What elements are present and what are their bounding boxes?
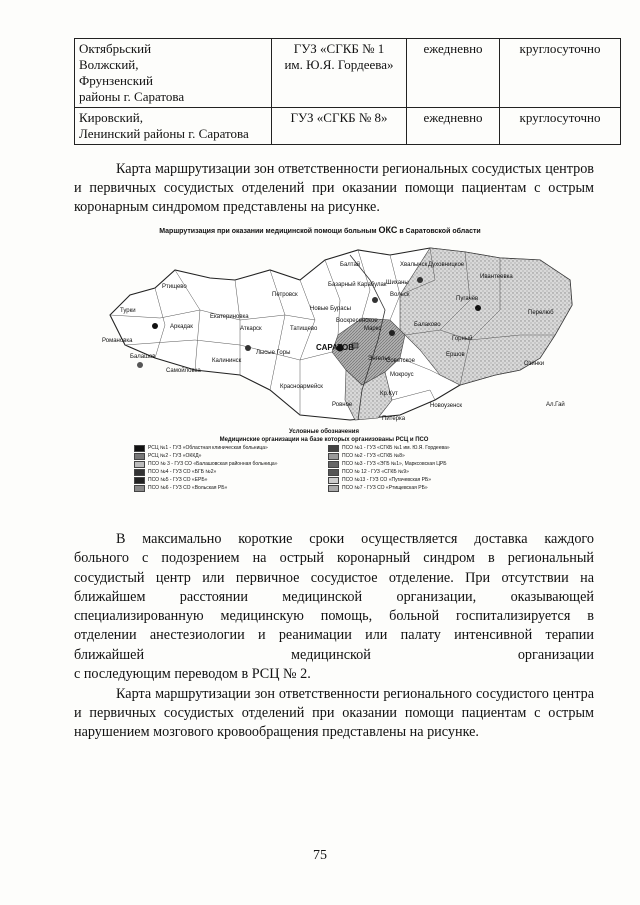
- map-city-label: САРАТОВ: [316, 343, 355, 352]
- map-label: Татищево: [290, 326, 318, 332]
- district-line: районы г. Саратова: [79, 89, 185, 104]
- legend-item: [134, 452, 320, 460]
- legend-swatch-icon: [134, 477, 145, 484]
- legend-item: [134, 484, 320, 492]
- days-cell: ежедневно: [407, 108, 500, 145]
- legend-swatch-icon: [134, 485, 145, 492]
- table-row: [75, 108, 621, 145]
- legend-item-label: ПСО №1 - ГУЗ «СГКБ №1 им. Ю.Я. Гордеева»: [342, 445, 450, 451]
- map-label: Романовка: [102, 338, 133, 344]
- text-line: отделении анестезиологии и реанимации или палату интенсивной терапии: [74, 627, 594, 644]
- legend-item-label: ПСО №5 - ГУЗ СО «ЕРБ»: [148, 477, 208, 483]
- routing-table: [74, 38, 621, 145]
- legend-item: [134, 460, 320, 468]
- legend-subtitle: Медицинские организации на базе которых организованы РСЦ и ПСО: [219, 437, 429, 443]
- hours-cell: круглосуточно: [500, 108, 621, 145]
- map-label: Энгельс: [368, 356, 391, 362]
- map-title-suffix: в Саратовской области: [399, 228, 481, 235]
- marker-icon: [389, 330, 395, 336]
- map-label: Петровск: [272, 292, 298, 298]
- legend-swatch-icon: [134, 469, 145, 476]
- district-cell: [75, 108, 272, 145]
- map-label: Питерка: [382, 416, 406, 422]
- text-line: сосудистый центр или первичное сосудистое отделение. При отсутствии на: [74, 569, 594, 586]
- map-label: Ртищево: [162, 284, 187, 290]
- hospital-cell: [272, 39, 407, 108]
- legend-swatch-icon: [328, 477, 339, 484]
- marker-icon: [372, 297, 378, 303]
- marker-icon: [475, 305, 481, 311]
- text-line: специализированную медицинскую помощь, больной госпитализируется в: [74, 608, 594, 625]
- map-label: Духовницкое: [428, 262, 465, 268]
- map-label: Кр.Кут: [380, 391, 398, 397]
- text-line: с последующим переводом в РСЦ № 2.: [74, 666, 311, 683]
- map-label: Турки: [120, 308, 136, 314]
- map-title: [0, 225, 640, 235]
- legend-item: [328, 452, 514, 460]
- map-label: Новые Бурасы: [310, 306, 351, 312]
- map-label: Советское: [386, 358, 415, 364]
- hospital-cell: [272, 108, 407, 145]
- legend-swatch-icon: [328, 469, 339, 476]
- hospital-line: ГУЗ «СГКБ № 8»: [290, 110, 388, 125]
- text-line: ближайшей медицинской организации: [74, 646, 594, 663]
- marker-icon: [152, 323, 158, 329]
- map-label: Маркс: [364, 326, 382, 332]
- map-title-acronym: ОКС: [378, 225, 398, 235]
- paragraph-stroke-map-intro: Карта маршрутизации зон ответственности регионального сосудистого центра и первичных сосудистых отделений при оказании помощи пациентам с острым нарушением мозгового кровообращения представлены на рисунке.: [74, 686, 594, 740]
- map-label: Ивантеевка: [480, 274, 513, 280]
- text-line: В максимально короткие сроки осуществляется доставка каждого: [116, 531, 594, 547]
- legend-item: [328, 468, 514, 476]
- legend-item: [328, 444, 514, 452]
- legend-item: [328, 484, 514, 492]
- district-cell: [75, 39, 272, 108]
- map-label: Вольск: [390, 292, 410, 298]
- map-title-prefix: Маршрутизация при оказании медицинской помощи больным: [159, 228, 377, 235]
- legend-item: [134, 468, 320, 476]
- map-label: Аркадак: [170, 324, 193, 330]
- legend-swatch-icon: [328, 453, 339, 460]
- map-label: Лысые Горы: [256, 350, 291, 356]
- map-label: Балтай: [340, 262, 361, 268]
- legend-item-label: ПСО № 3 - ГУЗ СО «Балашовская районная больница»: [148, 461, 278, 467]
- map-legend: [134, 428, 514, 492]
- map-label: Ершов: [446, 352, 465, 358]
- map-label: Шиханы: [386, 280, 409, 286]
- region-map: [100, 240, 580, 430]
- district-line: Ленинский районы г. Саратова: [79, 126, 249, 141]
- legend-item-label: ПСО №4 - ГУЗ СО «БГБ №2»: [148, 469, 217, 475]
- legend-swatch-icon: [134, 445, 145, 452]
- days-cell: ежедневно: [407, 39, 500, 108]
- legend-swatch-icon: [134, 453, 145, 460]
- district-line: Октябрьский: [79, 41, 152, 56]
- legend-items: [134, 444, 514, 492]
- page-number: 75: [313, 848, 327, 863]
- legend-swatch-icon: [328, 485, 339, 492]
- legend-item-label: ПСО №3 - ГУЗ «ЭГБ №1», Марксовская ЦРБ: [342, 461, 447, 467]
- legend-item-label: ПСО №6 - ГУЗ СО «Вольская РБ»: [148, 485, 228, 491]
- map-label: Воскресенское: [336, 318, 378, 324]
- map-label: Балашов: [130, 354, 156, 360]
- legend-swatch-icon: [328, 461, 339, 468]
- marker-icon: [137, 362, 143, 368]
- district-line: Кировский,: [79, 110, 143, 125]
- legend-item: [134, 444, 320, 452]
- legend-item-label: РСЦ №2 - ГУЗ «ОККД»: [148, 453, 202, 459]
- text-line: больного с подозрением на острый коронарный синдром в региональный: [74, 550, 594, 567]
- legend-item-label: ПСО № 12 - ГУЗ «СГКБ №9»: [342, 469, 409, 475]
- map-label: Хвалынск: [400, 262, 428, 268]
- district-line: Фрунзенский: [79, 73, 153, 88]
- hours-cell: круглосуточно: [500, 39, 621, 108]
- map-label: Ровное: [332, 402, 353, 408]
- district-line: Волжский,: [79, 57, 139, 72]
- legend-item-label: ПСО №2 - ГУЗ «СГКБ №8»: [342, 453, 405, 459]
- hospital-line: ГУЗ «СГКБ № 1: [293, 41, 385, 56]
- legend-item-label: РСЦ №1 - ГУЗ «Областная клиническая больница»: [148, 445, 268, 451]
- table-row: [75, 39, 621, 108]
- map-label: Ал.Гай: [546, 402, 565, 408]
- legend-item: [328, 476, 514, 484]
- map-label: Пугачёв: [456, 296, 479, 302]
- paragraph-transport: [74, 530, 594, 684]
- paragraph-acs-map-intro: Карта маршрутизации зон ответственности региональных сосудистых центров и первичных сосудистых отделений при оказании помощи пациентам с острым коронарным синдромом представлены на рисунке.: [74, 161, 594, 215]
- map-label: Озинки: [524, 361, 545, 367]
- text-line: ближайшем расстоянии медицинской организации, оказывающей: [74, 588, 594, 605]
- hospital-line: им. Ю.Я. Гордеева»: [284, 57, 394, 72]
- legend-item-label: ПСО №7 - ГУЗ СО «Ртищевская РБ»: [342, 485, 428, 491]
- legend-item: [328, 460, 514, 468]
- map-label: Красноармейск: [280, 384, 323, 390]
- map-label: Екатериновка: [210, 314, 249, 320]
- map-label: Балаково: [414, 322, 441, 328]
- map-label: Перелюб: [528, 310, 554, 316]
- map-label: Новоузенск: [430, 403, 463, 409]
- map-label: Базарный Карабулак: [328, 282, 387, 288]
- legend-swatch-icon: [134, 461, 145, 468]
- map-label: Мокроус: [390, 372, 414, 378]
- legend-title: Условные обозначения: [289, 429, 359, 435]
- marker-icon: [417, 277, 423, 283]
- legend-swatch-icon: [328, 445, 339, 452]
- map-label: Самойловка: [166, 368, 201, 374]
- marker-icon: [245, 345, 251, 351]
- map-label: Аткарск: [240, 326, 262, 332]
- legend-item-label: ПСО №13 - ГУЗ СО «Пугачевская РБ»: [342, 477, 432, 483]
- legend-item: [134, 476, 320, 484]
- map-label: Калининск: [212, 358, 242, 364]
- map-label: Горный: [452, 336, 473, 342]
